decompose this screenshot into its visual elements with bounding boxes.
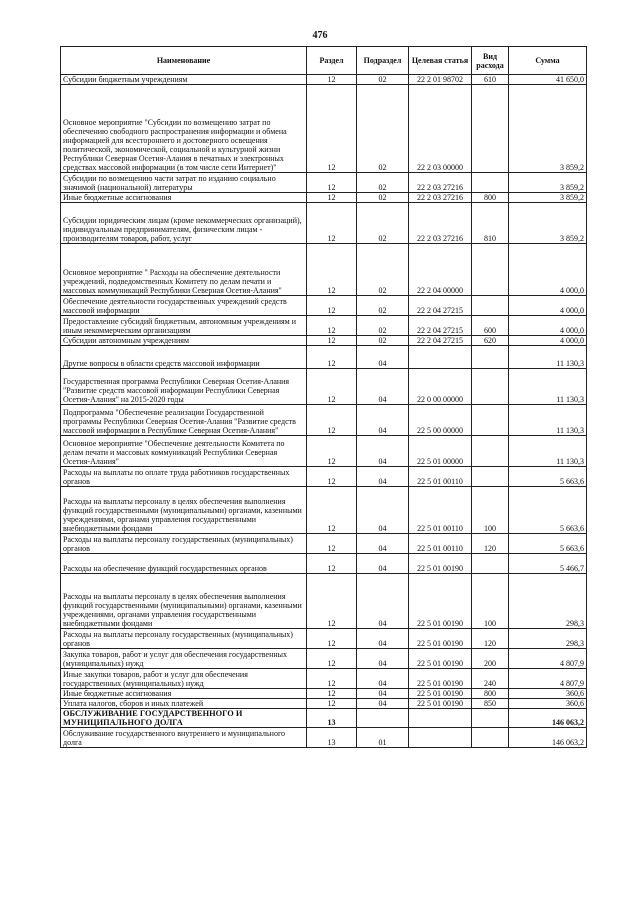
row-subsection: 04 <box>357 699 409 709</box>
row-section: 12 <box>307 336 357 346</box>
row-target <box>409 346 472 369</box>
row-name: Иные бюджетные ассигнования <box>61 689 307 699</box>
row-section: 12 <box>307 75 357 85</box>
row-expense-type: 850 <box>472 699 509 709</box>
row-amount: 298,3 <box>509 574 587 629</box>
row-name: Расходы на выплаты персоналу в целях обеспечения выполнения функций государственными (муниципальными) органами, казенными учреждениями, органами управления государственными внебюджетными фондами <box>61 574 307 629</box>
row-target: 22 5 01 00190 <box>409 554 472 574</box>
row-amount: 146 063,2 <box>509 709 587 728</box>
row-section: 12 <box>307 467 357 487</box>
row-target: 22 5 01 00110 <box>409 487 472 534</box>
row-target: 22 2 04 27215 <box>409 296 472 316</box>
row-name: Иные закупки товаров, работ и услуг для обеспечения государственных (муниципальных) нужд <box>61 669 307 689</box>
row-amount: 41 650,0 <box>509 75 587 85</box>
row-expense-type <box>472 728 509 748</box>
row-amount: 3 859,2 <box>509 85 587 173</box>
header-target: Целевая статья <box>409 47 472 75</box>
row-expense-type: 240 <box>472 669 509 689</box>
row-target <box>409 709 472 728</box>
header-expense-type: Вид расхода <box>472 47 509 75</box>
row-section: 12 <box>307 193 357 203</box>
row-name: Расходы на обеспечение функций государственных органов <box>61 554 307 574</box>
row-section: 12 <box>307 296 357 316</box>
row-target: 22 2 04 27215 <box>409 336 472 346</box>
row-name: Субсидии юридическим лицам (кроме некоммерческих организаций), индивидуальным предпринимателям, физическим лицам - производителям товаров, работ, услуг <box>61 203 307 244</box>
row-subsection: 02 <box>357 296 409 316</box>
row-subsection: 04 <box>357 649 409 669</box>
table-row <box>61 629 587 649</box>
row-subsection: 01 <box>357 728 409 748</box>
row-name: Обслуживание государственного внутреннего и муниципального долга <box>61 728 307 748</box>
row-name: Уплата налогов, сборов и иных платежей <box>61 699 307 709</box>
table-row <box>61 405 587 436</box>
table-row <box>61 346 587 369</box>
row-name: Другие вопросы в области средств массовой информации <box>61 346 307 369</box>
row-section: 12 <box>307 244 357 296</box>
row-target: 22 5 01 00190 <box>409 629 472 649</box>
row-amount: 11 130,3 <box>509 346 587 369</box>
row-section: 12 <box>307 346 357 369</box>
row-section: 13 <box>307 709 357 728</box>
header-name: Наименование <box>61 47 307 75</box>
table-header-row <box>61 47 587 75</box>
row-amount: 146 063,2 <box>509 728 587 748</box>
row-target <box>409 728 472 748</box>
row-amount: 11 130,3 <box>509 369 587 405</box>
row-section: 12 <box>307 173 357 193</box>
row-expense-type <box>472 346 509 369</box>
row-amount: 360,6 <box>509 699 587 709</box>
row-amount: 11 130,3 <box>509 436 587 467</box>
row-amount: 4 807,9 <box>509 649 587 669</box>
row-expense-type: 600 <box>472 316 509 336</box>
table-row <box>61 649 587 669</box>
row-subsection: 04 <box>357 346 409 369</box>
row-target: 22 2 03 27216 <box>409 173 472 193</box>
row-target: 22 2 04 00000 <box>409 244 472 296</box>
row-subsection: 02 <box>357 85 409 173</box>
row-expense-type: 800 <box>472 193 509 203</box>
row-section: 12 <box>307 316 357 336</box>
row-target: 22 5 01 00190 <box>409 689 472 699</box>
row-amount: 298,3 <box>509 629 587 649</box>
table-row <box>61 296 587 316</box>
row-expense-type <box>472 369 509 405</box>
row-section: 12 <box>307 405 357 436</box>
row-target: 22 5 01 00190 <box>409 699 472 709</box>
table-row <box>61 554 587 574</box>
row-subsection: 04 <box>357 534 409 554</box>
row-section: 13 <box>307 728 357 748</box>
row-amount: 3 859,2 <box>509 203 587 244</box>
row-section: 12 <box>307 689 357 699</box>
row-amount: 4 000,0 <box>509 316 587 336</box>
row-section: 12 <box>307 649 357 669</box>
row-expense-type <box>472 244 509 296</box>
row-name: Основное мероприятие "Субсидии по возмещению затрат по обеспечению свободного распространения информации и обмена информацией для всестороннего и достоверного освещения политической, экономической, социальной и культурной жизни Республики Северная Осетия-Алания в печатных и электронных средствах массовой информации (в том числе сети Интернет)" <box>61 85 307 173</box>
row-subsection: 02 <box>357 244 409 296</box>
row-target: 22 2 03 27216 <box>409 193 472 203</box>
row-target: 22 5 00 00000 <box>409 405 472 436</box>
row-name: Подпрограмма "Обеспечение реализации Государственной программы Республики Северная Осетия-Алания "Развитие средств массовой информации в Республике Северная Осетия-Алания" <box>61 405 307 436</box>
table-row <box>61 467 587 487</box>
table-row <box>61 709 587 728</box>
table-row <box>61 244 587 296</box>
row-section: 12 <box>307 574 357 629</box>
row-expense-type: 200 <box>472 649 509 669</box>
row-subsection: 02 <box>357 193 409 203</box>
table-row <box>61 316 587 336</box>
row-expense-type <box>472 173 509 193</box>
row-target: 22 2 01 98702 <box>409 75 472 85</box>
row-name: Закупка товаров, работ и услуг для обеспечения государственных (муниципальных) нужд <box>61 649 307 669</box>
row-amount: 5 663,6 <box>509 467 587 487</box>
row-amount: 360,6 <box>509 689 587 699</box>
row-target: 22 2 03 00000 <box>409 85 472 173</box>
row-subsection: 04 <box>357 554 409 574</box>
row-amount: 4 000,0 <box>509 296 587 316</box>
row-amount: 11 130,3 <box>509 405 587 436</box>
row-subsection: 04 <box>357 669 409 689</box>
row-amount: 5 466,7 <box>509 554 587 574</box>
row-expense-type <box>472 554 509 574</box>
row-subsection: 02 <box>357 173 409 193</box>
row-amount: 4 807,9 <box>509 669 587 689</box>
row-name: Расходы на выплаты персоналу государственных (муниципальных) органов <box>61 629 307 649</box>
table-row <box>61 436 587 467</box>
row-target: 22 5 01 00190 <box>409 574 472 629</box>
row-target: 22 5 01 00110 <box>409 534 472 554</box>
row-expense-type <box>472 467 509 487</box>
row-subsection: 02 <box>357 203 409 244</box>
header-section: Раздел <box>307 47 357 75</box>
row-section: 12 <box>307 554 357 574</box>
row-section: 12 <box>307 436 357 467</box>
row-subsection: 04 <box>357 629 409 649</box>
row-subsection: 04 <box>357 369 409 405</box>
row-name: Расходы на выплаты персоналу государственных (муниципальных) органов <box>61 534 307 554</box>
row-target: 22 2 04 27215 <box>409 316 472 336</box>
row-expense-type: 810 <box>472 203 509 244</box>
row-expense-type: 120 <box>472 629 509 649</box>
row-subsection: 02 <box>357 336 409 346</box>
table-row <box>61 669 587 689</box>
row-section: 12 <box>307 487 357 534</box>
row-amount: 3 859,2 <box>509 173 587 193</box>
row-name: Субсидии автономным учреждениям <box>61 336 307 346</box>
row-section: 12 <box>307 629 357 649</box>
row-subsection: 04 <box>357 689 409 699</box>
table-row <box>61 699 587 709</box>
table-row <box>61 75 587 85</box>
row-amount: 3 859,2 <box>509 193 587 203</box>
row-amount: 4 000,0 <box>509 244 587 296</box>
table-row <box>61 689 587 699</box>
row-expense-type <box>472 405 509 436</box>
row-expense-type: 120 <box>472 534 509 554</box>
row-name: Основное мероприятие " Расходы на обеспечение деятельности учреждений, подведомственных Комитету по делам печати и массовых коммуникаций Республики Северная Осетия-Алания" <box>61 244 307 296</box>
row-target: 22 5 01 00190 <box>409 669 472 689</box>
row-name: Субсидии бюджетным учреждениям <box>61 75 307 85</box>
row-amount: 4 000,0 <box>509 336 587 346</box>
row-expense-type: 800 <box>472 689 509 699</box>
table-row <box>61 534 587 554</box>
table-row <box>61 203 587 244</box>
table-row <box>61 173 587 193</box>
table-row <box>61 369 587 405</box>
row-expense-type <box>472 436 509 467</box>
page-number: 476 <box>312 30 328 41</box>
table-row <box>61 336 587 346</box>
table-row <box>61 193 587 203</box>
header-subsection: Подраздел <box>357 47 409 75</box>
row-expense-type <box>472 296 509 316</box>
row-expense-type <box>472 709 509 728</box>
table-row <box>61 728 587 748</box>
table-row <box>61 574 587 629</box>
row-expense-type <box>472 85 509 173</box>
row-target: 22 2 03 27216 <box>409 203 472 244</box>
row-expense-type: 620 <box>472 336 509 346</box>
row-subsection <box>357 709 409 728</box>
row-name: Расходы на выплаты по оплате труда работников государственных органов <box>61 467 307 487</box>
table-row <box>61 85 587 173</box>
row-target: 22 5 01 00000 <box>409 436 472 467</box>
row-subsection: 04 <box>357 487 409 534</box>
row-section: 12 <box>307 203 357 244</box>
row-target: 22 0 00 00000 <box>409 369 472 405</box>
row-expense-type: 100 <box>472 487 509 534</box>
row-subsection: 02 <box>357 316 409 336</box>
row-amount: 5 663,6 <box>509 487 587 534</box>
row-expense-type: 610 <box>472 75 509 85</box>
row-subsection: 04 <box>357 467 409 487</box>
row-name: Предоставление субсидий бюджетным, автономным учреждениям и иным некоммерческим организациям <box>61 316 307 336</box>
budget-table <box>60 46 587 748</box>
row-name: Расходы на выплаты персоналу в целях обеспечения выполнения функций государственными (муниципальными) органами, казенными учреждениями, органами управления государственными внебюджетными фондами <box>61 487 307 534</box>
row-section: 12 <box>307 534 357 554</box>
row-name: ОБСЛУЖИВАНИЕ ГОСУДАРСТВЕННОГО И МУНИЦИПАЛЬНОГО ДОЛГА <box>61 709 307 728</box>
row-name: Субсидии по возмещению части затрат по изданию социально значимой (национальной) литературы <box>61 173 307 193</box>
row-name: Государственная программа Республики Северная Осетия-Алания "Развитие средств массовой информации Республики Северная Осетия-Алания" на 2015-2020 годы <box>61 369 307 405</box>
row-name: Основное мероприятие "Обеспечение деятельности Комитета по делам печати и массовых коммуникаций Республики Северная Осетия-Алания" <box>61 436 307 467</box>
row-name: Иные бюджетные ассигнования <box>61 193 307 203</box>
row-subsection: 04 <box>357 405 409 436</box>
row-section: 12 <box>307 369 357 405</box>
header-amount: Сумма <box>509 47 587 75</box>
row-section: 12 <box>307 669 357 689</box>
row-section: 12 <box>307 85 357 173</box>
row-subsection: 02 <box>357 75 409 85</box>
row-section: 12 <box>307 699 357 709</box>
row-target: 22 5 01 00110 <box>409 467 472 487</box>
row-expense-type: 100 <box>472 574 509 629</box>
table-row <box>61 487 587 534</box>
row-amount: 5 663,6 <box>509 534 587 554</box>
row-subsection: 04 <box>357 436 409 467</box>
row-name: Обеспечение деятельности государственных учреждений средств массовой информации <box>61 296 307 316</box>
row-subsection: 04 <box>357 574 409 629</box>
row-target: 22 5 01 00190 <box>409 649 472 669</box>
